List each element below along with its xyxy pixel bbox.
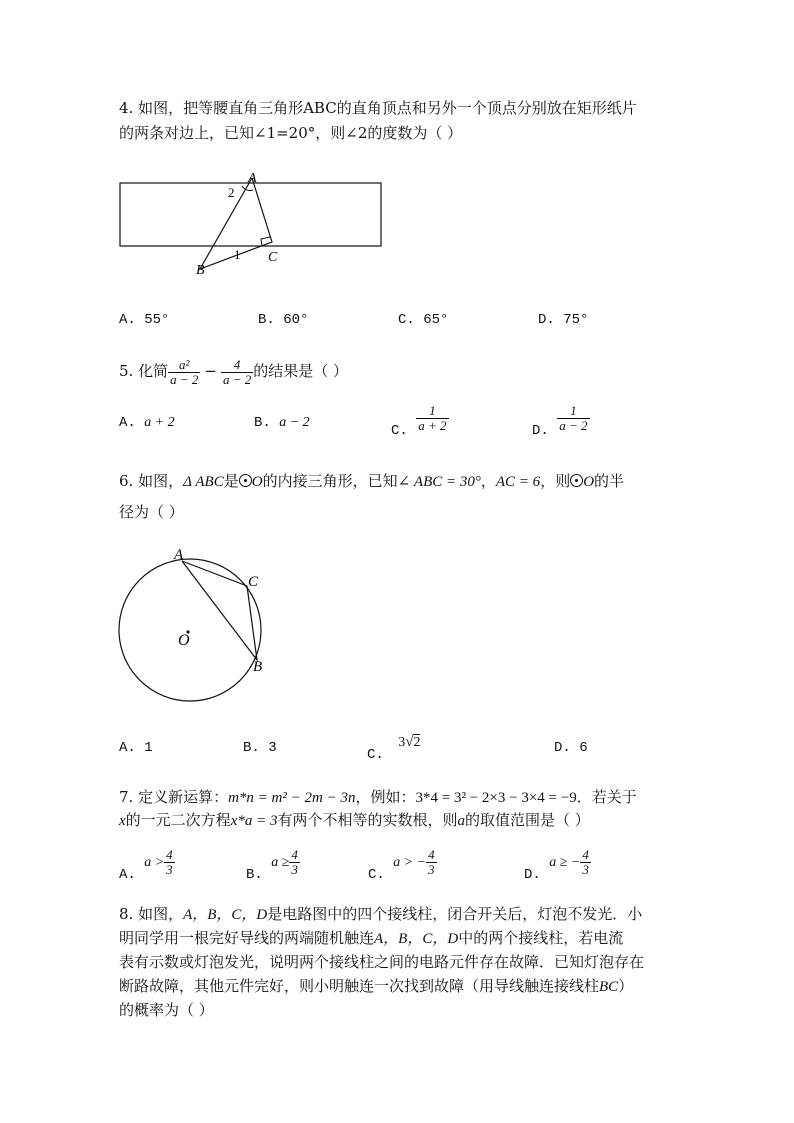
q6-opt-c-radicand: 2 [413,735,421,750]
q6-option-b[interactable]: B. 3 [243,740,277,756]
q5-opt-c-den: a + 2 [418,418,447,433]
sqrt-icon: √ [405,734,414,750]
q6-option-c[interactable] [367,734,420,763]
q5-frac1-den: a − 2 [170,371,199,387]
q6-o1: O [251,474,263,490]
q8-line1-a: 8. 如图， [119,905,184,923]
q7-example: 3*4 = 3² − 2×3 − 3×4 = −9 [415,790,577,806]
q5-opt-c-label: C. [391,423,408,440]
q4-option-b[interactable]: B. 60° [258,312,309,328]
q6-figure [112,544,277,706]
q7-opt-a-fraction [164,848,175,877]
q6-ac: AC = 6 [495,474,541,490]
q7-definition: m*n = m² − 2m − 3n [228,790,356,806]
q5-opt-a-value: a + 2 [144,415,175,430]
q7-part1: 7. 定义新运算： [119,788,229,806]
q7-equation: x*a = 3 [230,813,278,829]
q6-part5: 的半 [594,472,625,490]
q6-part2: 是 [223,472,239,490]
q8-text-line3: 表有示数或灯泡发光，说明两个接线柱之间的电路元件存在故障．已知灯泡存在 [119,953,645,971]
q7-part3: ．若关于 [576,788,637,806]
q6-text-line1 [119,470,624,493]
q6-option-a[interactable]: A. 1 [119,740,153,756]
q7-opt-a-rel: a > [144,855,165,871]
q8-line1-b: 是电路图中的四个接线柱，闭合开关后，灯泡不发光．小 [267,905,643,923]
q8-line4-b: ） [618,977,634,995]
q8-text-line1 [119,903,642,926]
q5-suffix: 的结果是（ ） [253,362,349,380]
q7-opt-d-den: 3 [582,862,589,877]
figure-label-2: 2 [228,185,235,200]
q7-opt-b-fraction [289,848,300,877]
figure-label-b: B [253,659,263,675]
q7-opt-a-num: 4 [166,847,173,862]
figure-label-a: A [248,171,257,186]
q5-opt-d-fraction [557,404,589,433]
q7-line2-a: 的一元二次方程 [125,811,231,829]
q5-option-c[interactable] [391,404,449,439]
q5-opt-c-num: 1 [429,403,436,418]
q4-text-line1: 4. 如图，把等腰直角三角形ABC的直角顶点和另外一个顶点分别放在矩形纸片 [119,99,637,117]
q4-option-d[interactable]: D. 75° [538,312,589,328]
q5-fraction-2 [221,358,253,387]
q6-opt-c-label: C. [367,747,384,763]
figure-label-1: 1 [234,247,241,262]
q5-minus: − [204,362,217,380]
q4-option-a[interactable]: A. 55° [119,312,170,328]
q6-o2: O [583,474,595,490]
q7-opt-b-num: 4 [291,847,298,862]
rectangle-paper [120,183,381,246]
q5-opt-a-label: A. [119,415,136,431]
q7-opt-b-rel: a ≥ [271,855,290,871]
figure-label-b: B [196,263,205,278]
q7-opt-b-label: B. [246,867,263,884]
q5-option-b[interactable] [254,415,310,431]
q6-text-line2: 径为（ ） [119,503,184,521]
q7-option-a[interactable] [119,848,175,883]
q5-opt-b-label: B. [254,415,271,431]
q7-opt-d-rel: a ≥ − [549,855,581,871]
q5-fraction-1 [168,358,200,387]
q6-part4: ，则 [540,472,571,490]
q6-part3: 的内接三角形，已知 [262,472,398,490]
q7-option-c[interactable] [368,848,437,883]
q6-angle: ∠ ABC = 30° [397,474,481,490]
q7-x: x [119,813,126,829]
q7-text-line2 [119,809,590,832]
q6-part1: 6. 如图， [119,472,184,490]
q5-prefix: 5. 化简 [119,362,169,380]
q8-text-line4 [119,975,633,998]
q7-opt-b-den: 3 [291,862,298,877]
q4-option-c[interactable]: C. 65° [398,312,449,328]
q7-option-d[interactable] [524,848,591,883]
q7-option-b[interactable] [246,848,300,883]
q7-opt-c-num: 4 [428,847,435,862]
q7-opt-a-label: A. [119,867,136,884]
q8-line2-b: 中的两个接线柱，若电流 [458,929,624,947]
figure-label-a: A [174,547,184,563]
q5-frac1-num: a² [179,356,190,372]
figure-label-c: C [268,250,278,265]
q7-opt-c-den: 3 [428,862,435,877]
q7-line2-b: 有两个不相等的实数根，则 [277,811,458,829]
q8-line1-vars: A，B，C，D [183,907,268,923]
q6-opt-c-coef: 3 [398,735,406,750]
q7-line2-c: 的取值范围是（ ） [464,811,590,829]
q7-opt-a-den: 3 [166,862,173,877]
q8-text-line5: 的概率为（ ） [119,1001,214,1019]
q5-option-d[interactable] [532,404,590,439]
q8-text-line2 [119,927,623,950]
figure-label-c: C [248,574,259,590]
q5-option-a[interactable] [119,415,175,431]
q5-frac2-den: a − 2 [222,371,252,387]
q8-line4-a: 断路故障，其他元件完好，则小明触连一次找到故障（用导线触连接线柱 [119,977,600,995]
q5-opt-c-fraction [416,404,448,433]
circle-o [119,559,261,701]
triangle-abc [182,561,257,660]
q6-sep: ， [480,472,496,490]
q5-opt-d-den: a − 2 [559,418,588,433]
q7-text-line1 [119,786,637,809]
q5-opt-b-value: a − 2 [279,415,310,430]
q5-opt-d-num: 1 [570,403,577,418]
q6-option-d[interactable]: D. 6 [554,740,588,756]
q7-var-a: a [457,813,465,829]
q7-part2: ，例如： [355,788,416,806]
q8-line2-a: 明同学用一根完好导线的两端随机触连 [119,929,375,947]
q7-opt-d-label: D. [524,867,541,884]
q4-figure [112,168,392,280]
circle-dot-icon [239,474,252,487]
q4-text-line2: 的两条对边上，已知∠1=20°，则∠2的度数为（ ） [119,124,463,142]
circle-dot-icon [570,474,583,487]
q7-opt-d-num: 4 [582,847,589,862]
q7-opt-c-rel: a > − [393,855,427,871]
figure-label-o: O [178,632,190,649]
q7-opt-c-label: C. [368,867,385,884]
q7-opt-c-fraction [426,848,437,877]
q7-opt-d-fraction [580,848,591,877]
q5-opt-d-label: D. [532,423,549,440]
q8-line4-var: BC [599,979,619,995]
q5-frac2-num: 4 [233,356,241,372]
q6-triangle: Δ ABC [183,474,224,490]
q5-text [119,352,348,390]
q8-line2-vars: A，B，C，D [374,931,459,947]
